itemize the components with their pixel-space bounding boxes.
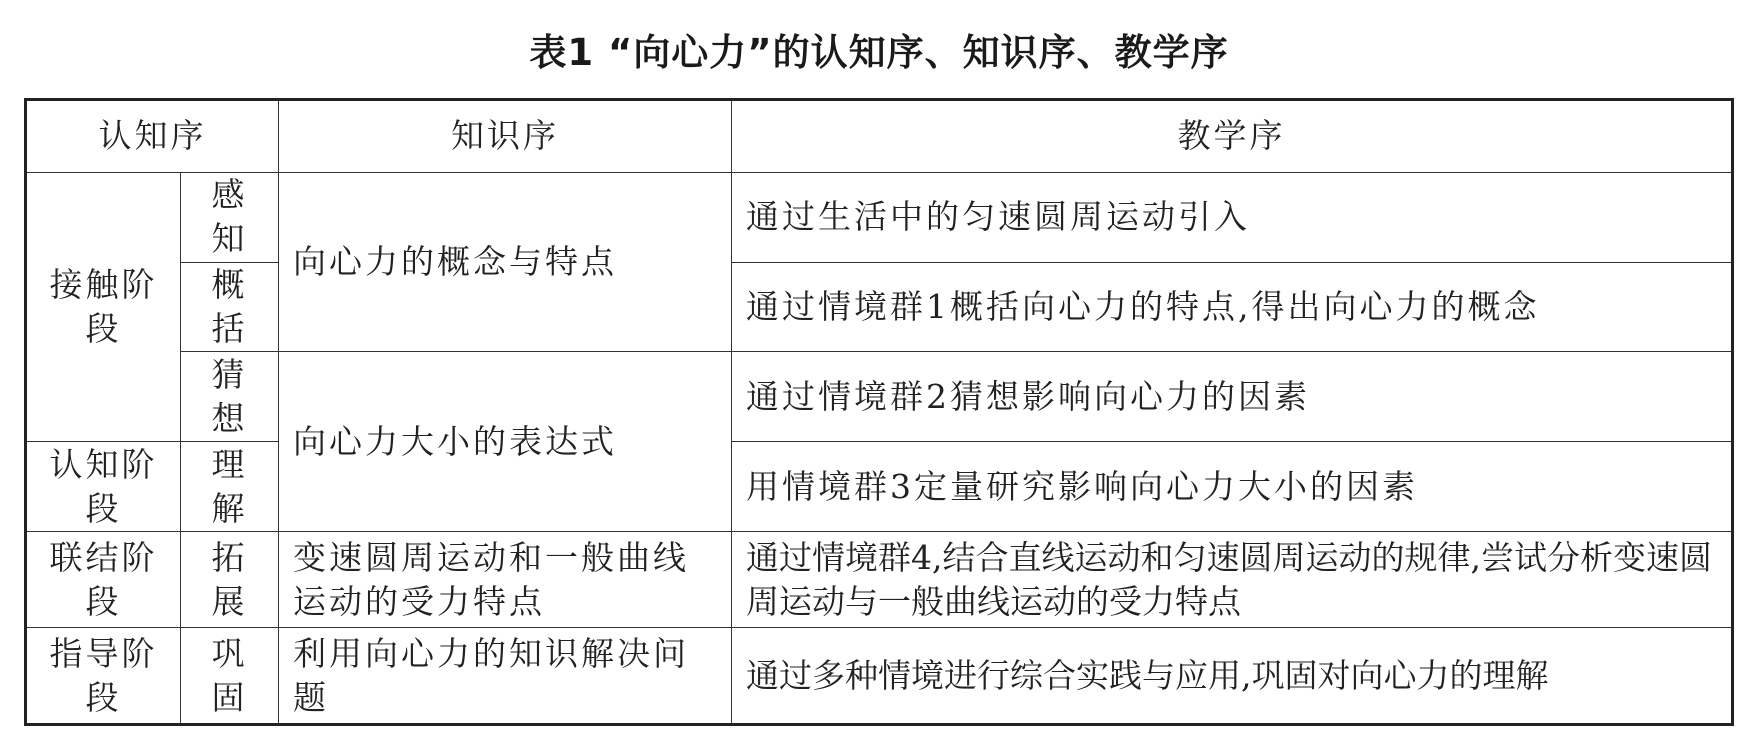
- table-row: [26, 172, 1733, 262]
- knowledge-cell: 向心力大小的表达式: [279, 352, 732, 532]
- teaching-cell: 通过生活中的匀速圆周运动引入: [732, 172, 1733, 262]
- stage-cell: 认知阶段: [26, 442, 181, 532]
- stage-cell: 指导阶段: [26, 628, 181, 725]
- header-teaching: 教学序: [732, 100, 1733, 173]
- teaching-cell: 通过情境群4,结合直线运动和匀速圆周运动的规律,尝试分析变速圆周运动与一般曲线运动的受力特点: [732, 532, 1733, 628]
- header-row: [26, 100, 1733, 173]
- teaching-cell: 通过情境群2猜想影响向心力的因素: [732, 352, 1733, 442]
- stage-cell: 联结阶段: [26, 532, 181, 628]
- table-row: [26, 352, 1733, 442]
- knowledge-cell: 变速圆周运动和一般曲线运动的受力特点: [279, 532, 732, 628]
- step-cell: 理解: [181, 442, 279, 532]
- teaching-cell: 通过情境群1概括向心力的特点,得出向心力的概念: [732, 262, 1733, 352]
- header-knowledge: 知识序: [279, 100, 732, 173]
- stage-cell: 接触阶段: [26, 172, 181, 442]
- step-cell: 概括: [181, 262, 279, 352]
- table-row: [26, 628, 1733, 725]
- step-cell: 拓展: [181, 532, 279, 628]
- step-cell: 感知: [181, 172, 279, 262]
- table-title: 表1 “向心力”的认知序、知识序、教学序: [529, 31, 1229, 74]
- teaching-cell: 用情境群3定量研究影响向心力大小的因素: [732, 442, 1733, 532]
- knowledge-cell: 向心力的概念与特点: [279, 172, 732, 352]
- step-cell: 巩固: [181, 628, 279, 725]
- step-cell: 猜想: [181, 352, 279, 442]
- header-cognitive: 认知序: [26, 100, 279, 173]
- teaching-cell: 通过多种情境进行综合实践与应用,巩固对向心力的理解: [732, 628, 1733, 725]
- sequence-table: [24, 98, 1734, 726]
- table-row: [26, 532, 1733, 628]
- knowledge-cell: 利用向心力的知识解决问题: [279, 628, 732, 725]
